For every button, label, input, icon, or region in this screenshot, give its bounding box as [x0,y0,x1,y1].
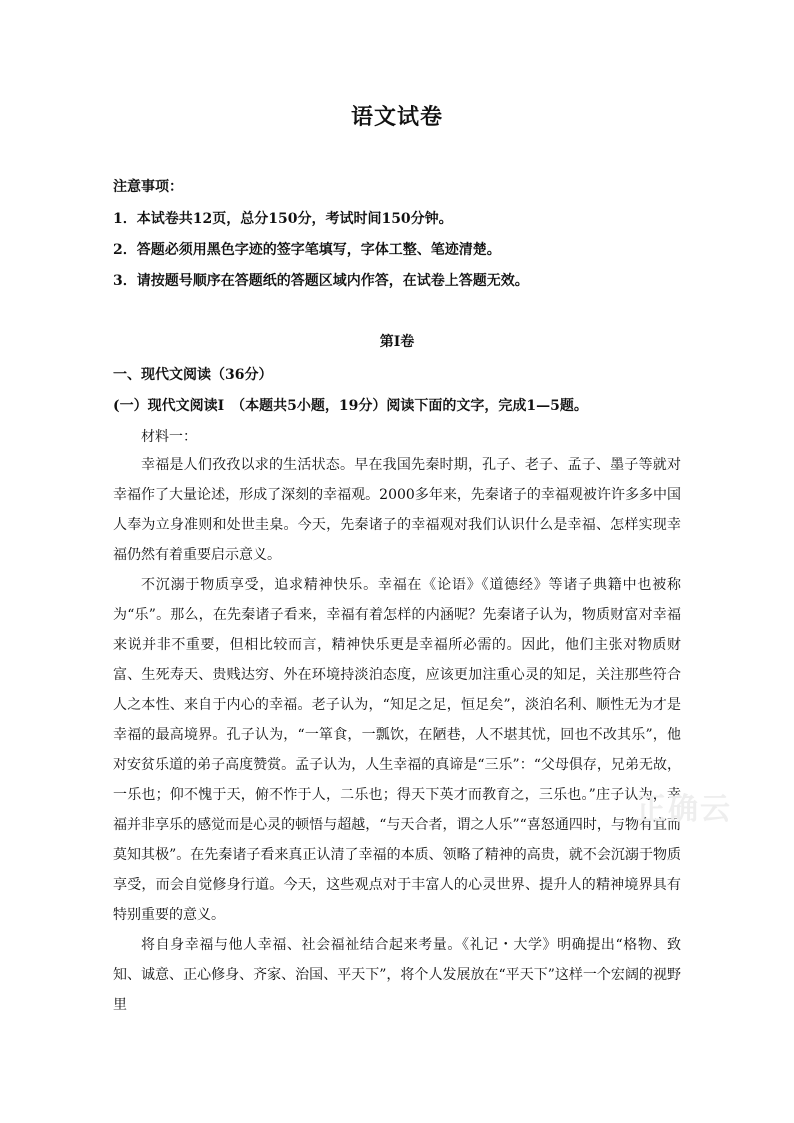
paragraph-3: 将自身幸福与他人幸福、社会福祉结合起来考量。《礼记・大学》明确提出“格物、致知、诚意、正心修身、齐家、治国、平天下”，将个人发展放在“平天下”这样一个宏阔的视野里 [113,937,681,1013]
notice-item-3: 3．请按题号顺序在答题纸的答题区域内作答，在试卷上答题无效。 [113,273,529,289]
part-title: 第Ⅰ卷 [379,334,415,350]
notice-item-1: 1．本试卷共12页，总分150分，考试时间150分钟。 [113,211,453,227]
notice-item-2: 2．答题必须用黑色字迹的签字笔填写，字体工整、笔迹清楚。 [113,242,501,258]
reading-passage [113,450,681,1020]
material-label: 材料一： [141,429,197,445]
paragraph-2: 不沉溺于物质享受，追求精神快乐。幸福在《论语》《道德经》等诸子典籍中也被称为“乐”。那么，在先秦诸子看来，幸福有着怎样的内涵呢？先秦诸子认为，物质财富对幸福来说并非不重要，但相比较而言，精神快乐更是幸福所必需的。因此，他们主张对物质财富、生死寿天、贵贱达穷、外在环境持淡泊态度，应该更加注重心灵的知足，关注那些符合人之本性、来自于内心的幸福。老子认为，“知足之足，恒足矣”，淡泊名利、顺性无为才是幸福的最高境界。孔子认为，“一箪食，一瓢饮，在陋巷，人不堪其忧，回也不改其乐”，他对安贫乐道的弟子高度赞赏。孟子认为，人生幸福的真谛是“三乐”：“父母俱存，兄弟无故，一乐也；仰不愧于天，俯不怍于人，二乐也；得天下英才而教育之，三乐也。”庄子认为，幸福并非享乐的感觉而是心灵的顿悟与超越，“与天合者，谓之人乐”“喜怒通四时，与物有宜而莫知其极”。在先秦诸子看来真正认清了幸福的本质、领略了精神的高贵，就不会沉溺于物质享受，而会自觉修身行道。今天，这些观点对于丰富人的心灵世界、提升人的精神境界具有特别重要的意义。 [113,577,681,923]
section-heading: 一、现代文阅读（36分） [113,367,273,383]
watermark: 正确云 [636,792,732,827]
notice-heading: 注意事项： [113,179,183,195]
subsection-heading: (一）现代文阅读Ⅰ （本题共5小题，19分）阅读下面的文字，完成1—5题。 [113,398,588,414]
page-title: 语文试卷 [350,104,443,130]
paragraph-1: 幸福是人们孜孜以求的生活状态。早在我国先秦时期，孔子、老子、孟子、墨子等就对幸福作了大量论述，形成了深刻的幸福观。2000多年来，先秦诸子的幸福观被许许多多中国人奉为立身准则和处世圭臬。今天，先秦诸子的幸福观对我们认识什么是幸福、怎样实现幸福仍然有着重要启示意义。 [113,457,681,563]
